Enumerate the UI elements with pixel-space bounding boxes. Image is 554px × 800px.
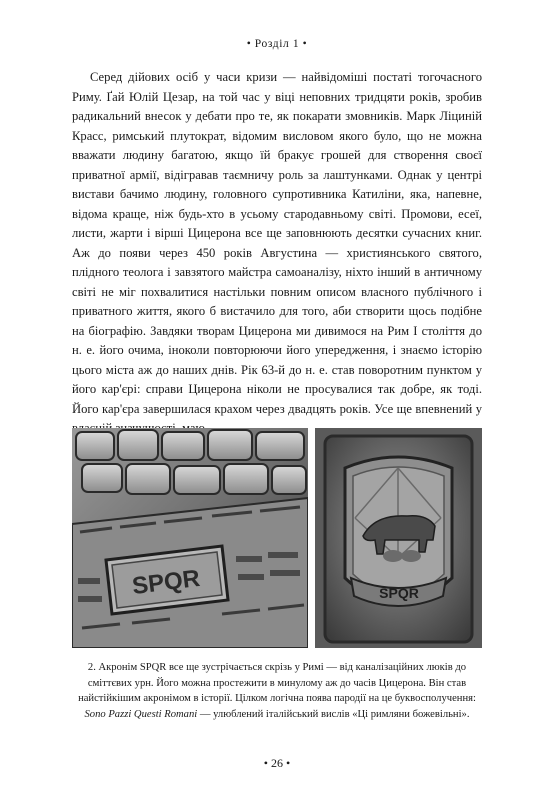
caption-italic-phrase: Sono Pazzi Questi Romani (84, 708, 198, 720)
running-head: • Розділ 1 • (246, 38, 308, 50)
spqr-inscription-left: SPQR (130, 564, 202, 601)
bin-relief-photo (315, 428, 482, 648)
figure-photos (72, 428, 482, 648)
manhole-cover-image (72, 428, 308, 648)
spqr-inscription-right: SPQR (379, 585, 419, 601)
caption-lead: 2. Акронім SPQR все ще зустрічається скрізь у Римі — від каналізаційних люків до сміттєвих урн. Його можна простежити в минулому аж до часів Цицерона. Він став найстійкішим акронімом в історії. Цілком логічна поява пародії на це буквосполучення: (78, 662, 476, 704)
bin-relief-image (315, 428, 482, 648)
caption-tail: — улюблений італійський вислів «Ці римляни божевільні». (197, 708, 470, 720)
main-text (72, 68, 482, 439)
figure-caption (74, 660, 480, 722)
manhole-cover-photo (72, 428, 308, 648)
body-paragraph: Серед дійових осіб у часи кризи — найвідоміші постаті тогочасного Риму. Ґай Юлій Цезар, на той час у віці неповних тридцяти років, зробив радикальний внесок у дебати про те, як покарати змовників. Марк Ліциній Красс, римський плутократ, відомим висловом якого було, що не можна вважати людину багатою, якщо їй бракує грошей для створення своєї приватної армії, відігравав таємничу роль за лаштунками. Однак у центрі вистави бачимо людину, головного супротивника Катиліни, яка, напевне, відома краще, ніж будь-хто в усьому стародавньому світі. Промови, есеї, листи, жарти і вірші Цицерона все ще заповнюють десятки сучасних книг. Аж до появи через 450 років Августина — християнського святого, плідного теолога і завзятого майстра самоаналізу, ніхто інший в античному світі не міг похвалитися настільки повним описом власного публічного і приватного життя, якого б вистачило для того, аби створити щось подібне на біографію. Завдяки творам Цицерона ми дивимося на Рим I століття до н. е. його очима, іноколи повторюючи його упередження, і знаємо історію цього міста аж до наших днів. Рік 63-й до н. е. став поворотним пунктом у його кар'єрі: справи Цицерона ніколи не просувалися так добре, як тоді. Його кар'єра завершилася крахом через двадцять років. Усе ще впевнений у (72, 70, 482, 416)
page-number: • 26 • (263, 756, 291, 770)
